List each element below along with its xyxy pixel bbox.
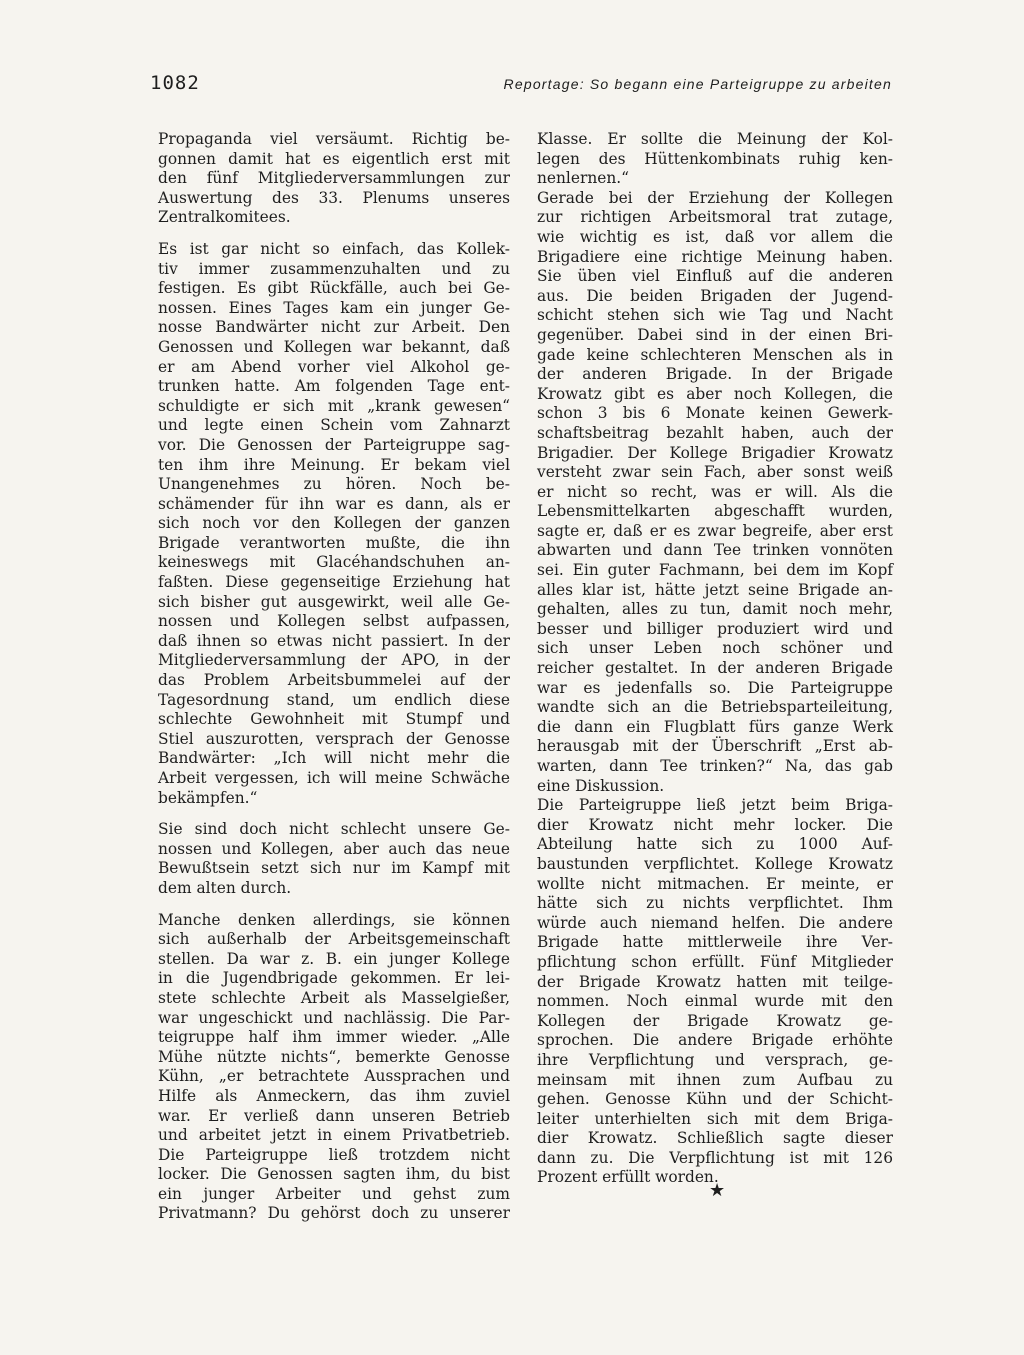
- text-line: Gerade bei der Erziehung der Kollegen: [537, 188, 893, 207]
- text-line: nossen und Kollegen selbst aufpassen,: [158, 612, 510, 631]
- text-line: war. Er verließ dann unseren Betrieb: [158, 1106, 510, 1125]
- text-line: bekämpfen.“: [158, 788, 258, 807]
- text-line: daß ihnen so etwas nicht passiert. In der: [158, 631, 510, 650]
- text-line: aus. Die beiden Brigaden der Jugend-: [537, 286, 893, 305]
- text-line: nosse Bandwärter nicht zur Arbeit. Den: [158, 318, 510, 337]
- text-line: Tagesordnung stand, um endlich diese: [158, 690, 510, 709]
- text-line: Abteilung hatte sich zu 1000 Auf-: [537, 835, 893, 854]
- text-line: nossen. Eines Tages kam ein junger Ge-: [158, 298, 510, 317]
- text-line: dier Krowatz. Schließlich sagte dieser: [537, 1129, 893, 1148]
- text-line: zur richtigen Arbeitsmoral trat zutage,: [537, 208, 893, 227]
- text-line: baustunden verpflichtet. Kollege Krowatz: [537, 854, 893, 873]
- text-line: sei. Ein guter Fachmann, bei dem im Kopf: [537, 561, 893, 580]
- text-line: Kühn, „er betrachtete Aussprachen und: [158, 1067, 510, 1086]
- text-line: schämender für ihn war es dann, als er: [158, 494, 510, 513]
- text-line: reicher gestaltet. In der anderen Brigade: [537, 659, 893, 678]
- running-title: Reportage: So begann eine Parteigruppe zu arbeiten: [503, 76, 892, 92]
- text-line: gade keine schlechteren Menschen als in: [537, 345, 893, 364]
- text-line: locker. Die Genossen sagten ihm, du bist: [158, 1165, 510, 1184]
- text-line: Sie üben viel Einfluß auf die anderen: [537, 267, 893, 286]
- text-line: legen des Hüttenkombinats ruhig ken-: [537, 149, 893, 168]
- page-number: 1082: [150, 72, 200, 94]
- text-line: Krowatz gibt es aber noch Kollegen, die: [537, 384, 893, 403]
- text-line: Propaganda viel versäumt. Richtig be-: [158, 130, 510, 148]
- text-line: meinsam mit ihnen zum Aufbau zu: [537, 1070, 893, 1089]
- text-line: er nicht so recht, was er will. Als die: [537, 482, 893, 501]
- text-line: und legte einen Schein vom Zahnarzt: [158, 416, 510, 435]
- text-line: hätte sich zu nichts verpflichtet. Ihm: [537, 894, 893, 913]
- text-line: Klasse. Er sollte die Meinung der Kol-: [537, 130, 893, 148]
- text-line: Bandwärter: „Ich will nicht mehr die: [158, 749, 510, 768]
- text-line: und arbeitet jetzt in einem Privatbetrieb.: [158, 1126, 510, 1145]
- text-line: teigruppe half ihm immer wieder. „Alle: [158, 1028, 510, 1047]
- text-line: ten ihm ihre Meinung. Er bekam viel: [158, 455, 510, 474]
- text-line: der Brigade Krowatz hatten mit teilge-: [537, 972, 893, 991]
- text-line: besser und billiger produziert wird und: [537, 619, 893, 638]
- text-line: Stiel auszurotten, versprach der Genosse: [158, 729, 510, 748]
- text-line: Auswertung des 33. Plenums unseres: [158, 188, 510, 207]
- text-line: Mühe nützte nichts“, bemerkte Genosse: [158, 1047, 510, 1066]
- text-line: Genossen und Kollegen war bekannt, daß: [158, 337, 510, 356]
- text-line: schicht stehen sich wie Tag und Nacht: [537, 306, 893, 325]
- text-line: schuldigte er sich mit „krank gewesen“: [158, 396, 510, 415]
- text-line: dier Krowatz nicht mehr locker. Die: [537, 815, 893, 834]
- text-line: sich außerhalb der Arbeitsgemeinschaft: [158, 930, 510, 949]
- text-line: Brigadier. Der Kollege Brigadier Krowatz: [537, 443, 893, 462]
- text-line: nommen. Noch einmal wurde mit den: [537, 992, 893, 1011]
- text-line: schon 3 bis 6 Monate keinen Gewerk-: [537, 404, 893, 423]
- text-line: würde auch niemand helfen. Die andere: [537, 913, 893, 932]
- text-line: trunken hatte. Am folgenden Tage ent-: [158, 377, 510, 396]
- left-column: [158, 130, 510, 1224]
- text-line: in die Jugendbrigade gekommen. Er lei-: [158, 969, 510, 988]
- text-line: Die Parteigruppe ließ jetzt beim Briga-: [537, 796, 893, 815]
- text-line: Hilfe als Anmeckern, das ihm zuviel: [158, 1086, 510, 1105]
- text-line: sagte er, daß er es zwar begreife, aber erst: [537, 521, 893, 540]
- text-line: die dann ein Flugblatt fürs ganze Werk: [537, 717, 893, 736]
- text-line: schaftsbeitrag bezahlt haben, auch der: [537, 423, 893, 442]
- text-line: gehalten, alles zu tun, damit noch mehr,: [537, 600, 893, 619]
- text-line: Brigade verantworten mußte, die ihn: [158, 533, 510, 552]
- text-line: er am Abend vorher viel Alkohol ge-: [158, 357, 510, 376]
- text-line: Prozent erfüllt worden.: [537, 1168, 719, 1187]
- paragraph: [158, 820, 510, 898]
- text-line: sich unser Leben noch schöner und: [537, 639, 893, 658]
- text-line: Unangenehmes zu hören. Noch be-: [158, 475, 510, 494]
- text-line: herausgab mit der Überschrift „Erst ab-: [537, 737, 893, 756]
- text-line: war es jedenfalls so. Die Parteigruppe: [537, 678, 893, 697]
- text-line: alles klar ist, hätte jetzt seine Brigade an-: [537, 580, 893, 599]
- text-line: Mitgliederversammlung der APO, in der: [158, 651, 510, 670]
- text-line: Kollegen der Brigade Krowatz ge-: [537, 1011, 893, 1030]
- text-line: Bewußtsein setzt sich nur im Kampf mit: [158, 859, 510, 878]
- text-line: Lebensmittelkarten abgeschafft wurden,: [537, 502, 893, 521]
- text-line: dann zu. Die Verpflichtung ist mit 126: [537, 1148, 893, 1167]
- text-line: keineswegs mit Glacéhandschuhen an-: [158, 553, 510, 572]
- text-line: gegenüber. Dabei sind in der einen Bri-: [537, 325, 893, 344]
- text-line: Privatmann? Du gehörst doch zu unserer: [158, 1204, 510, 1223]
- text-line: vor. Die Genossen der Parteigruppe sag-: [158, 435, 510, 454]
- paragraph: [537, 189, 893, 796]
- text-line: den fünf Mitgliederversammlungen zur: [158, 169, 510, 188]
- text-line: sich bisher gut ausgewirkt, weil alle Ge-: [158, 592, 510, 611]
- text-line: abwarten und dann Tee trinken vonnöten: [537, 541, 893, 560]
- page-header: [150, 72, 892, 102]
- text-line: stete schlechte Arbeit als Masselgießer,: [158, 988, 510, 1007]
- text-line: pflichtung schon erfüllt. Fünf Mitglieder: [537, 952, 893, 971]
- text-line: Manche denken allerdings, sie können: [158, 910, 510, 929]
- text-line: Sie sind doch nicht schlecht unsere Ge-: [158, 820, 510, 839]
- end-mark-star: ★: [709, 1180, 726, 1201]
- text-line: Die Parteigruppe ließ trotzdem nicht: [158, 1145, 510, 1164]
- text-line: ihre Verpflichtung und versprach, ge-: [537, 1050, 893, 1069]
- text-line: wollte nicht mitmachen. Er meinte, er: [537, 874, 893, 893]
- text-line: der anderen Brigade. In der Brigade: [537, 365, 893, 384]
- text-line: sich noch vor den Kollegen der ganzen: [158, 514, 510, 533]
- right-column: [537, 130, 893, 1188]
- text-line: nossen und Kollegen, aber auch das neue: [158, 839, 510, 858]
- text-line: Brigadiere eine richtige Meinung haben.: [537, 247, 893, 266]
- text-line: eine Diskussion.: [537, 776, 665, 795]
- text-line: warten, dann Tee trinken?“ Na, das gab: [537, 757, 893, 775]
- text-line: schlechte Gewohnheit mit Stumpf und: [158, 710, 510, 729]
- text-line: Brigade hatte mittlerweile ihre Ver-: [537, 933, 893, 952]
- text-line: leiter unterhielten sich mit dem Briga-: [537, 1109, 893, 1128]
- text-line: wie wichtig es ist, daß vor allem die: [537, 227, 893, 246]
- text-line: stellen. Da war z. B. ein junger Kollege: [158, 949, 510, 968]
- text-line: tiv immer zusammenzuhalten und zu: [158, 259, 510, 278]
- text-line: Es ist gar nicht so einfach, das Kollek-: [158, 239, 510, 258]
- text-line: faßten. Diese gegenseitige Erziehung hat: [158, 573, 510, 592]
- text-line: festigen. Es gibt Rückfälle, auch bei Ge-: [158, 279, 510, 298]
- text-line: war ungeschickt und nachlässig. Die Par-: [158, 1008, 510, 1027]
- text-line: gonnen damit hat es eigentlich erst mit: [158, 149, 510, 168]
- text-line: das Problem Arbeitsbummelei auf der: [158, 671, 510, 690]
- text-line: gehen. Genosse Kühn und der Schicht-: [537, 1090, 893, 1109]
- text-line: Zentralkomitees.: [158, 208, 291, 227]
- text-line: Arbeit vergessen, ich will meine Schwäche: [158, 769, 510, 787]
- text-line: sprochen. Die andere Brigade erhöhte: [537, 1031, 893, 1050]
- text-line: nenlernen.“: [537, 169, 630, 188]
- paragraph: [158, 130, 510, 228]
- text-line: versteht zwar sein Fach, aber sonst weiß: [537, 463, 893, 482]
- paragraph: [158, 240, 510, 808]
- paragraph: [537, 796, 893, 1188]
- paragraph: [158, 911, 510, 1225]
- text-line: wandte sich an die Betriebsparteileitung,: [537, 698, 893, 717]
- paragraph: [537, 130, 893, 189]
- text-line: dem alten durch.: [158, 878, 292, 897]
- text-line: ein junger Arbeiter und gehst zum: [158, 1184, 510, 1203]
